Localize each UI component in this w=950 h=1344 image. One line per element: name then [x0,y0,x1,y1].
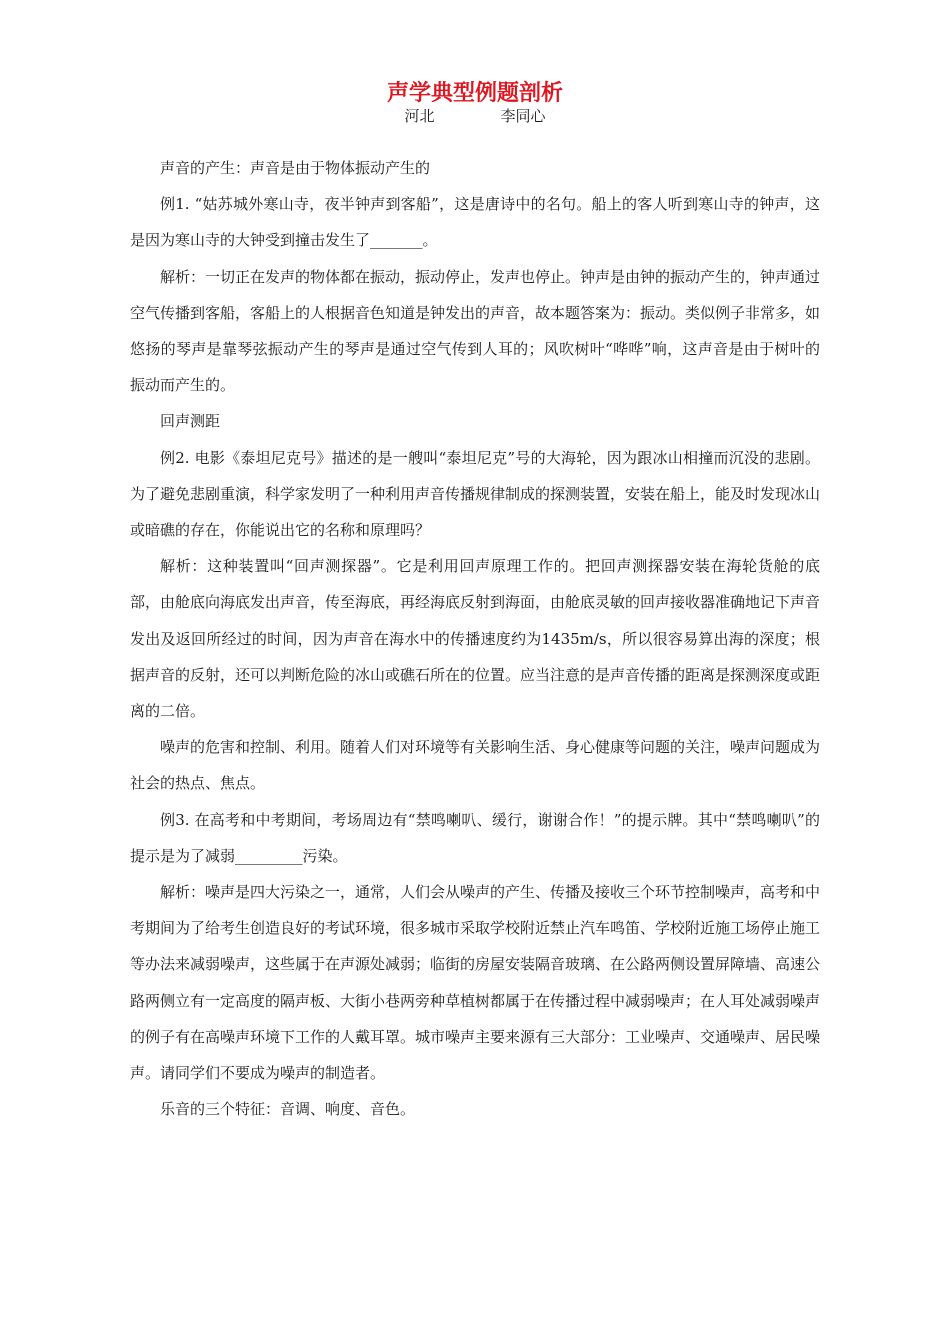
document-title: 声学典型例题剖析 [386,80,563,106]
example-3-analysis: 解析：噪声是四大污染之一，通常，人们会从噪声的产生、传播及接收三个环节控制噪声，高考和中考期间为了给考生创造良好的考试环境，很多城市采取学校附近禁止汽车鸣笛、学校附近施工场停止施工等办法来减弱噪声，这些属于在声源处减弱；临街的房屋安装隔音玻璃、在公路两侧设置屏障墙、高速公路两侧立有一定高度的隔声板、大街小巷两旁种草植树都属于在传播过程中减弱噪声；在人耳处减弱噪声的例子有在高噪声环境下工作的人戴耳罩。城市噪声主要来源有三大部分：工业噪声、交通噪声、居民噪声。请同学们不要成为噪声的制造者。 [130,883,821,1083]
document-body [130,150,820,1127]
section-heading-echo-ranging: 回声测距 [160,412,221,431]
example-2-analysis: 解析：这种装置叫“回声测探器”。它是利用回声原理工作的。把回声测探器安装在海轮货舱的底部，由舱底向海底发出声音，传至海底，再经海底反射到海面，由舱底灵敏的回声接收器准确地记下声音发出及返回所经过的时间，因为声音在海水中的传播速度约为1435m/s，所以很容易算出海的深度；根据声音的反射，还可以判断危险的冰山或礁石所在的位置。应当注意的是声音传播的距离是探测深度或距离的二倍。 [130,557,821,721]
author-region: 河北 [404,107,435,125]
example-1-analysis: 解析：一切正在发声的物体都在振动，振动停止，发声也停止。钟声是由钟的振动产生的，钟声通过空气传播到客船，客船上的人根据音色知道是钟发出的声音，故本题答案为：振动。类似例子非常多，如悠扬的琴声是靠琴弦振动产生的琴声是通过空气传到人耳的；风吹树叶“哗哗”响，这声音是由于树叶的振动而产生的。 [130,267,821,395]
example-1-question: 例1. “姑苏城外寒山寺，夜半钟声到客船”，这是唐诗中的名句。船上的客人听到寒山寺的钟声，这是因为寒山寺的大钟受到撞击发生了_______。 [130,195,820,250]
example-2-question: 例2. 电影《泰坦尼克号》描述的是一艘叫“泰坦尼克”号的大海轮，因为跟冰山相撞而沉没的悲剧。为了避免悲剧重演，科学家发明了一种利用声音传播规律制成的探测装置，安装在船上，能及时发现冰山或暗礁的存在，你能说出它的名称和原理吗？ [130,448,821,540]
author-byline [0,106,950,126]
section-heading-sound-production: 声音的产生：声音是由于物体振动产生的 [160,159,431,177]
section-heading-noise: 噪声的危害和控制、利用。随着人们对环境等有关影响生活、身心健康等问题的关注，噪声问题成为社会的热点、焦点。 [130,738,821,793]
author-name: 李同心 [500,107,546,125]
example-3-question: 例3. 在高考和中考期间，考场周边有“禁鸣喇叭、缓行，谢谢合作！”的提示牌。其中“禁鸣喇叭”的提示是为了减弱_________污染。 [130,810,820,865]
section-heading-musical-tone: 乐音的三个特征：音调、响度、音色。 [160,1100,416,1119]
